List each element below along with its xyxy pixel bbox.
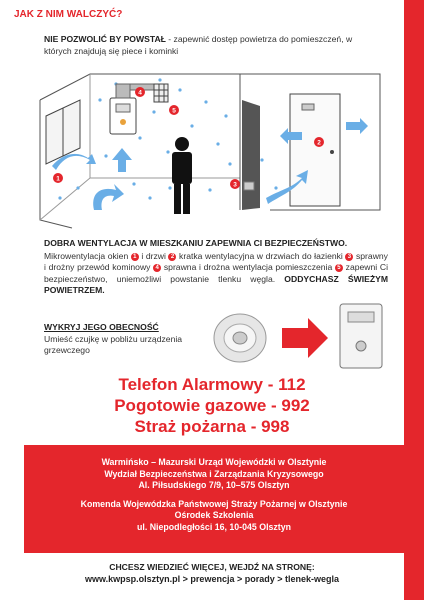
badge-1: 1 bbox=[131, 253, 139, 261]
vent-grille bbox=[154, 84, 168, 102]
address-block-1: Warmińsko – Mazurski Urząd Wojewódzki w Olsztynie Wydział Bezpieczeństwa i Zarządzania Kryzysowego Al. Piłsudskiego 7/9, 10–575 Olsztyn bbox=[101, 457, 327, 491]
person-silhouette bbox=[172, 137, 192, 214]
phone-line-alarm: Telefon Alarmowy - 112 bbox=[118, 375, 306, 394]
co-detector bbox=[214, 314, 266, 362]
intro-text: NIE POZWOLIĆ BY POWSTAŁ - zapewnić dostęp powietrza do pomieszczeń, w których znajdują się piece i kominki bbox=[44, 34, 353, 56]
badge-4: 4 bbox=[153, 264, 161, 272]
badge-5: 5 bbox=[335, 264, 343, 272]
detect-section: WYKRYJ JEGO OBECNOŚĆ Umieść czujkę w pobliżu urządzenia grzewczego bbox=[44, 322, 183, 355]
ventilation-paragraph: DOBRA WENTYLACJA W MIESZKANIU ZAPEWNIA CI BEZPIECZEŃSTWO. Mikrowentylacja okien 1 i drzwi 2 kratka wentylacyjna w drzwiach do łazienki 3 sprawny i drożny przewód kominowy 4 sprawna i drożna wentylacja pomieszczenia 5 zapewni Ci bezpieczeństwo, uniemożliwi powstanie tlenku węgla. ODDYCHASZ ŚWIEŻYM POWIETRZEM. bbox=[44, 238, 389, 296]
footer bbox=[20, 561, 404, 585]
gas-boiler-small bbox=[340, 304, 382, 368]
section-question: JAK Z NIM WALCZYĆ? bbox=[14, 9, 123, 20]
phone-line-gas: Pogotowie gazowe - 992 bbox=[114, 396, 310, 415]
marker-3: 3 bbox=[233, 181, 237, 189]
phone-line-fire: Straż pożarna - 998 bbox=[134, 417, 290, 436]
red-arrow-icon bbox=[282, 318, 328, 358]
address-block-2: Komenda Wojewódzka Państwowej Straży Pożarnej w Olsztynie Ośrodek Szkolenia ul. Niepodległości 16, 10-045 Olsztyn bbox=[80, 498, 348, 532]
detector-illustration bbox=[210, 300, 390, 372]
footer-line-1: CHCESZ WIEDZIEĆ WIĘCEJ, WEJDŹ NA STRONĘ: bbox=[109, 562, 315, 572]
marker-4: 4 bbox=[138, 89, 142, 97]
badge-3: 3 bbox=[345, 253, 353, 261]
door bbox=[290, 94, 340, 206]
footer-link[interactable]: www.kwpsp.olsztyn.pl > prewencja > porady > tlenek-wegla bbox=[85, 574, 339, 584]
marker-1: 1 bbox=[56, 175, 60, 183]
address-box bbox=[24, 445, 404, 553]
marker-2: 2 bbox=[317, 139, 321, 147]
right-red-bar bbox=[404, 0, 424, 600]
badge-2: 2 bbox=[168, 253, 176, 261]
gas-boiler bbox=[110, 84, 156, 134]
marker-5: 5 bbox=[172, 107, 176, 115]
room-ventilation-illustration bbox=[30, 60, 390, 238]
emergency-phones bbox=[20, 374, 404, 437]
